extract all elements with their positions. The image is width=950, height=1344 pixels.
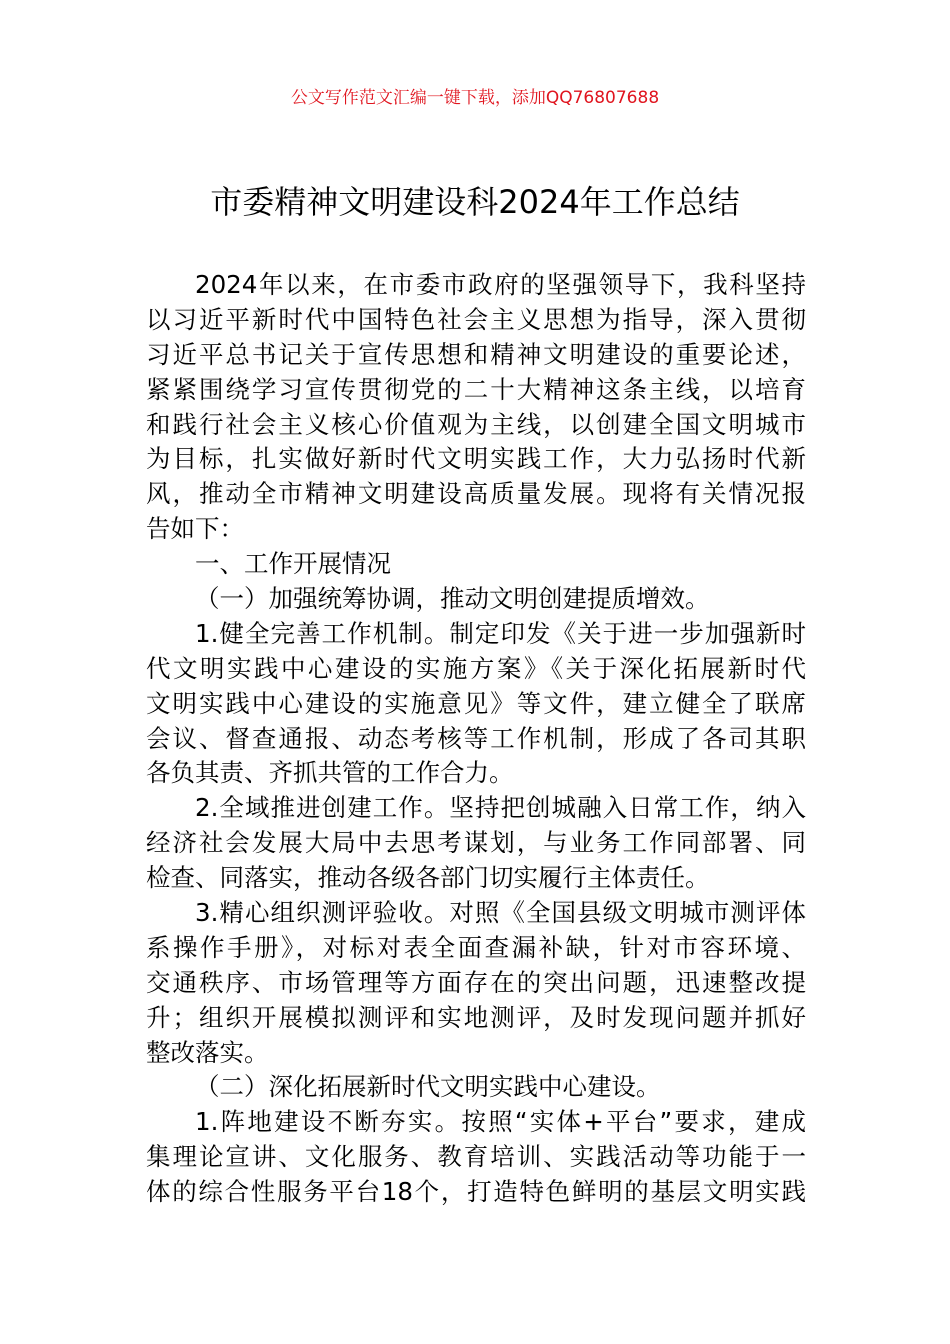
text-line: 经济社会发展大局中去思考谋划，与业务工作同部署、同	[146, 828, 806, 858]
text-line: 集理论宣讲、文化服务、教育培训、实践活动等功能于一	[146, 1142, 806, 1172]
document-title: 市委精神文明建设科2024年工作总结	[210, 183, 740, 221]
text-line: （二）深化拓展新时代文明实践中心建设。	[195, 1072, 661, 1102]
text-line: 一、工作开展情况	[195, 549, 391, 579]
text-line: （一）加强统筹协调，推动文明创建提质增效。	[195, 584, 710, 614]
text-line: 2024年以来，在市委市政府的坚强领导下，我科坚持	[195, 270, 806, 299]
text-line: 紧紧围绕学习宣传贯彻党的二十大精神这条主线，以培育	[146, 374, 806, 404]
text-line: 为目标，扎实做好新时代文明实践工作，大力弘扬时代新	[146, 444, 806, 474]
text-line: 1.健全完善工作机制。制定印发《关于进一步加强新时	[195, 618, 806, 648]
text-line: 习近平总书记关于宣传思想和精神文明建设的重要论述，	[146, 339, 806, 369]
text-line: 各负其责、齐抓共管的工作合力。	[146, 758, 514, 788]
text-line: 检查、同落实，推动各级各部门切实履行主体责任。	[146, 863, 710, 893]
text-line: 告如下：	[146, 514, 244, 544]
text-line: 交通秩序、市场管理等方面存在的突出问题，迅速整改提	[146, 967, 806, 997]
text-line: 1.阵地建设不断夯实。按照“实体+平台”要求，建成	[195, 1107, 806, 1137]
text-line: 2.全域推进创建工作。坚持把创城融入日常工作，纳入	[195, 793, 806, 823]
text-line: 代文明实践中心建设的实施方案》《关于深化拓展新时代	[146, 653, 806, 683]
text-line: 文明实践中心建设的实施意见》等文件，建立健全了联席	[146, 688, 806, 718]
watermark-banner: 公文写作范文汇编一键下载，添加QQ76807688	[290, 88, 660, 108]
text-line: 会议、督查通报、动态考核等工作机制，形成了各司其职	[146, 723, 806, 753]
text-line: 和践行社会主义核心价值观为主线，以创建全国文明城市	[146, 409, 806, 439]
text-line: 以习近平新时代中国特色社会主义思想为指导，深入贯彻	[146, 304, 806, 334]
text-line: 整改落实。	[146, 1037, 269, 1067]
text-line: 3.精心组织测评验收。对照《全国县级文明城市测评体	[195, 898, 806, 928]
text-line: 系操作手册》，对标对表全面查漏补缺，针对市容环境、	[146, 932, 806, 962]
document-body	[146, 268, 806, 1210]
text-line: 风，推动全市精神文明建设高质量发展。现将有关情况报	[146, 479, 806, 509]
text-line: 升；组织开展模拟测评和实地测评，及时发现问题并抓好	[146, 1002, 806, 1032]
text-line: 体的综合性服务平台18个，打造特色鲜明的基层文明实践	[146, 1177, 806, 1207]
